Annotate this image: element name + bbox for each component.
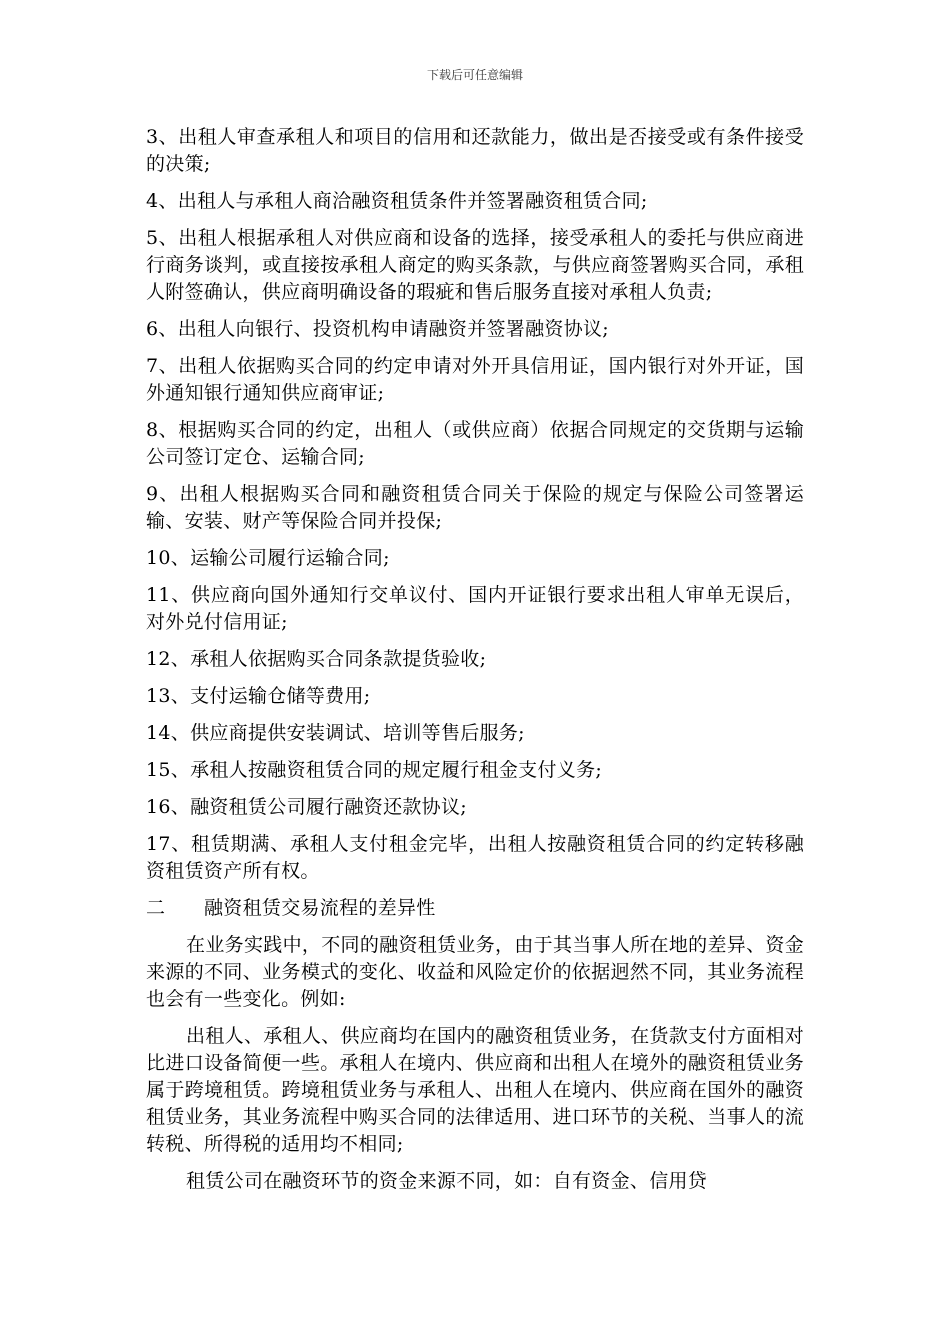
list-item: 11、供应商向国外通知行交单议付、国内开证银行要求出租人审单无误后，对外兑付信用证; (146, 584, 804, 633)
list-item: 17、租赁期满、承租人支付租金完毕，出租人按融资租赁合同的约定转移融资租赁资产所有权。 (146, 833, 804, 882)
list-item: 8、根据购买合同的约定，出租人（或供应商）依据合同规定的交货期与运输公司签订定仓、运输合同; (146, 419, 804, 468)
list-item: 12、承租人依据购买合同条款提货验收; (146, 648, 487, 670)
list-item: 3、出租人审查承租人和项目的信用和还款能力，做出是否接受或有条件接受的决策; (146, 126, 804, 175)
list-item: 7、出租人依据购买合同的约定申请对外开具信用证，国内银行对外开证，国外通知银行通知供应商审证; (146, 355, 804, 404)
list-item: 4、出租人与承租人商洽融资租赁条件并签署融资租赁合同; (146, 190, 648, 212)
list-item: 10、运输公司履行运输合同; (146, 547, 390, 569)
list-item: 13、支付运输仓储等费用; (146, 685, 371, 707)
page-header: 下载后可任意编辑 (426, 68, 523, 82)
list-item: 14、供应商提供安装调试、培训等售后服务; (146, 722, 525, 744)
list-item: 5、出租人根据承租人对供应商和设备的选择，接受承租人的委托与供应商进行商务谈判，或直接按承租人商定的购买条款，与供应商签署购买合同，承租人附签确认，供应商明确设备的瑕疵和售后服务直接对承租人负责; (146, 227, 804, 303)
list-item: 9、出租人根据购买合同和融资租赁合同关于保险的规定与保险公司签署运输、安装、财产等保险合同并投保; (146, 483, 804, 532)
body-paragraph: 出租人、承租人、供应商均在国内的融资租赁业务，在货款支付方面相对比进口设备简便一些。承租人在境内、供应商和出租人在境外的融资租赁业务属于跨境租赁。跨境租赁业务与承租人、出租人在境内、供应商在国外的融资租赁业务，其业务流程中购买合同的法律适用、进口环节的关税、当事人的流转税、所得税的适用均不相同; (146, 1025, 804, 1155)
list-item: 6、出租人向银行、投资机构申请融资并签署融资协议; (146, 318, 609, 340)
body-paragraph: 在业务实践中，不同的融资租赁业务，由于其当事人所在地的差异、资金来源的不同、业务模式的变化、收益和风险定价的依据迥然不同，其业务流程也会有一些变化。例如: (146, 934, 804, 1010)
section-title: 融资租赁交易流程的差异性 (204, 897, 436, 919)
body-paragraph: 租赁公司在融资环节的资金来源不同，如：自有资金、信用贷 (186, 1170, 708, 1192)
list-item: 15、承租人按融资租赁合同的规定履行租金支付义务; (146, 759, 603, 781)
section-heading (146, 895, 804, 922)
list-item: 16、融资租赁公司履行融资还款协议; (146, 796, 467, 818)
section-number: 二 (146, 897, 166, 919)
document-body (146, 124, 804, 1205)
